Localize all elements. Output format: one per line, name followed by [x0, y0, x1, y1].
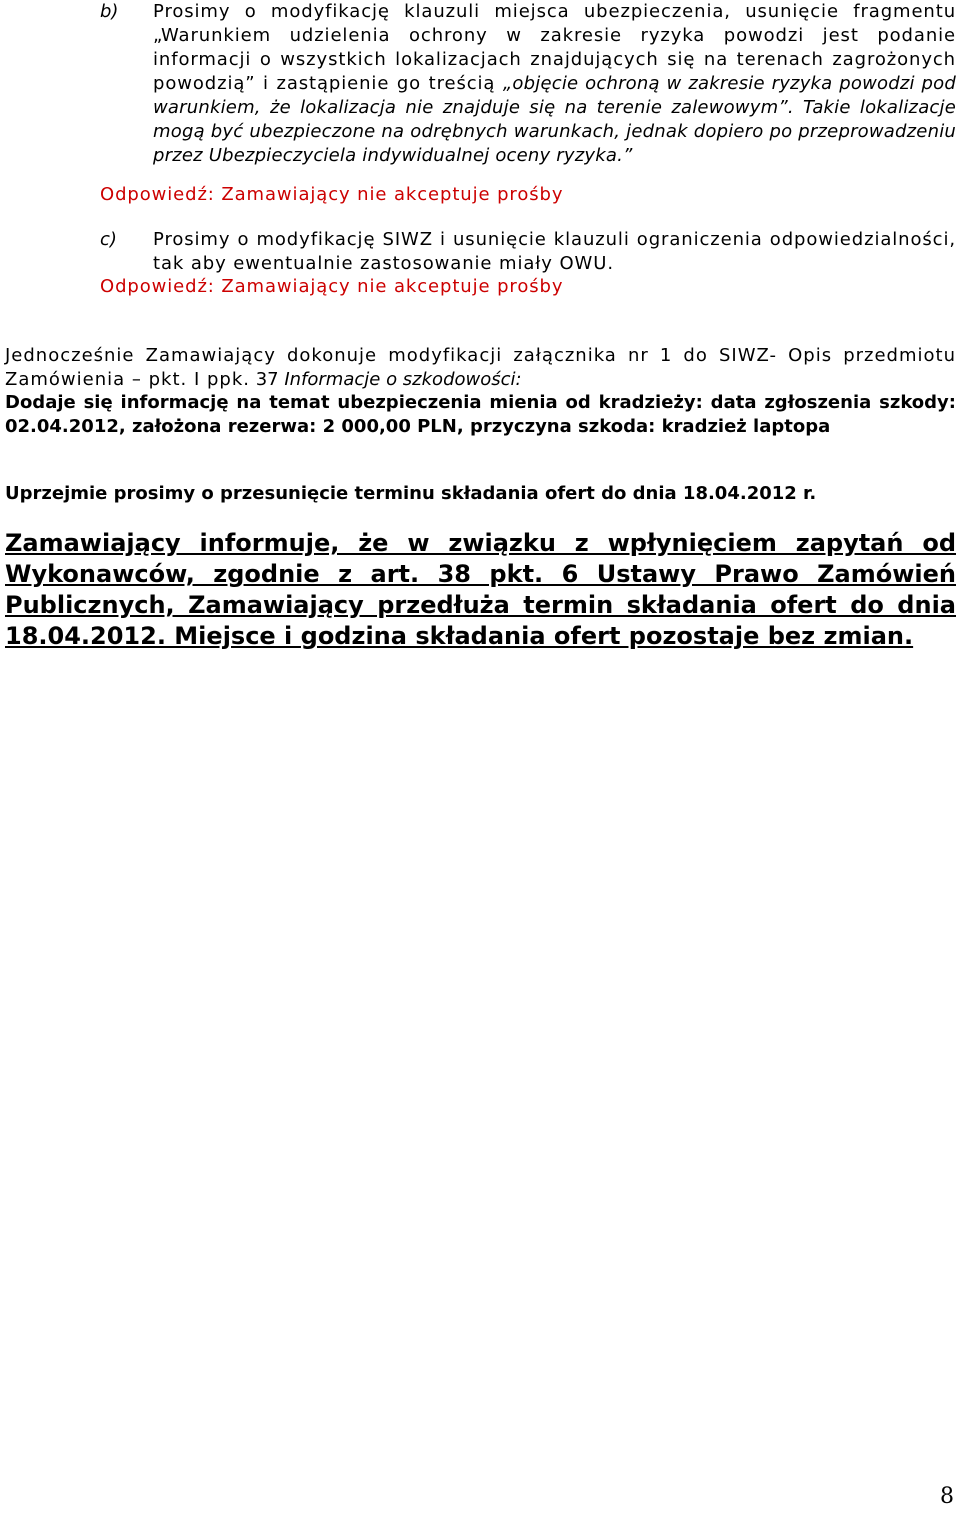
item-c-body: Prosimy o modyfikację SIWZ i usunięcie klauzuli ograniczenia odpowiedzialności, tak aby ewentualnie zastosowanie miały OWU. [153, 229, 956, 274]
modification-paragraph [5, 344, 956, 438]
modification-ref: 37 [255, 368, 279, 390]
item-b [100, 0, 956, 168]
item-b-quoted-text: „objęcie ochroną w zakresie ryzyka powodzi pod warunkiem, że lokalizacja nie znajduje się na terenie zalewowym”. Takie lokalizacje mogą być ubezpieczone na odrębnych warunkach, jednak dopiero po przeprowadzeniu przez Ubezpieczyciela indywidualnej oceny ryzyka.” [153, 73, 956, 166]
item-b-answer: Odpowiedź: Zamawiający nie akceptuje prośby [100, 184, 564, 205]
item-c-marker: c) [100, 229, 117, 250]
modification-italic: Informacje o szkodowości: [284, 368, 522, 390]
item-b-body [153, 0, 956, 168]
modification-bold-text: Dodaje się informację na temat ubezpieczenia mienia od kradzieży: data zgłoszenia szkody: 02.04.2012, założona rezerwa: 2 000,00 PLN, przyczyna szkoda: kradzież laptopa [5, 392, 956, 437]
item-c [100, 228, 956, 276]
page-number: 8 [940, 1484, 954, 1509]
item-c-answer: Odpowiedź: Zamawiający nie akceptuje prośby [100, 276, 564, 297]
notice-paragraph: Zamawiający informuje, że w związku z wpłynięciem zapytań od Wykonawców, zgodnie z art. 38 pkt. 6 Ustawy Prawo Zamówień Publicznych, Zamawiający przedłuża termin składania ofert do dnia 18.04.2012. Miejsce i godzina składania ofert pozostaje bez zmian. [5, 529, 956, 650]
modification-text: Jednocześnie Zamawiający dokonuje modyfikacji załącznika nr 1 do SIWZ- Opis przedmiotu Zamówienia – pkt. I ppk. [5, 345, 956, 390]
item-b-text: Prosimy o modyfikację klauzuli miejsca ubezpieczenia, usunięcie fragmentu „Warunkiem udzielenia ochrony w zakresie ryzyka powodzi jest podanie informacji o wszystkich lokalizacjach znajdujących się na terenach zagrożonych powodzią” i zastąpienie go treścią [153, 1, 956, 94]
request-paragraph: Uprzejmie prosimy o przesunięcie terminu składania ofert do dnia 18.04.2012 r. [5, 483, 817, 504]
item-b-marker: b) [100, 1, 119, 22]
